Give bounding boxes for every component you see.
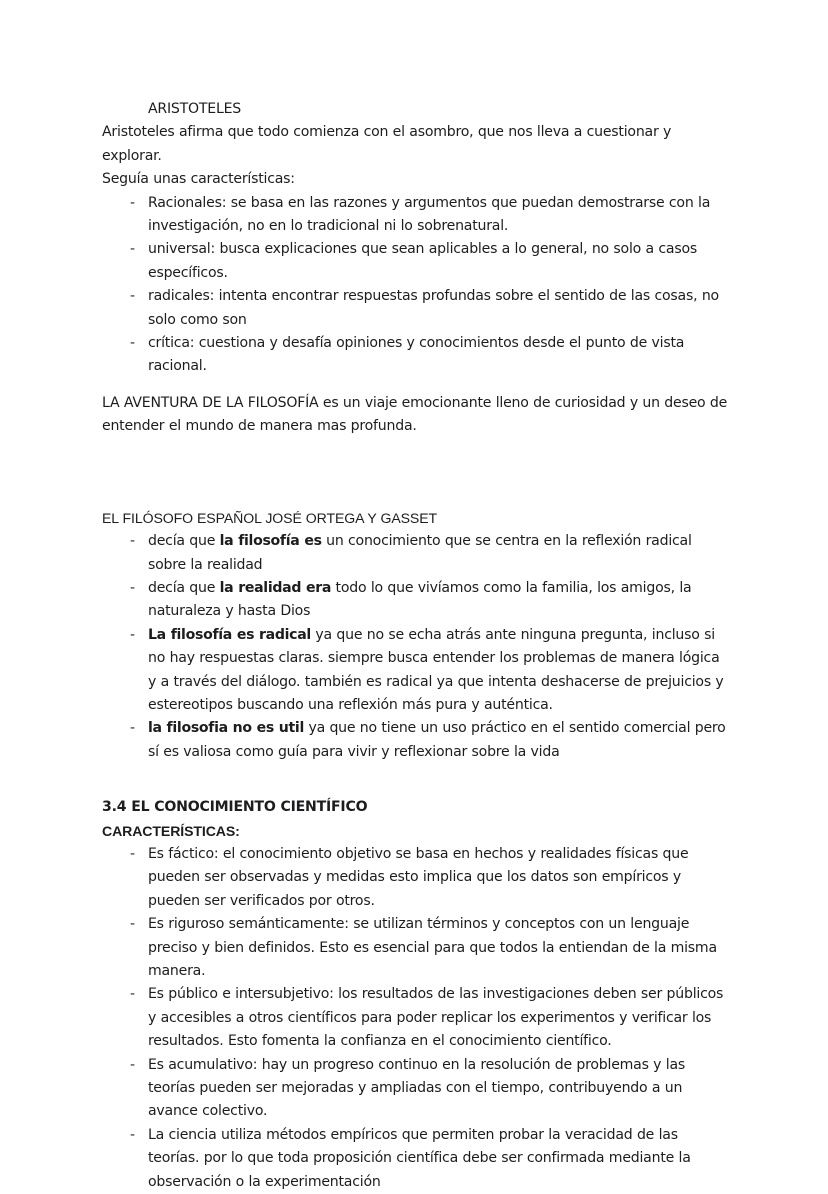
heading-number: 3.4 [102,799,132,816]
list-item-text-pre: decía que [148,533,220,550]
list-item-text [148,624,728,718]
aristoteles-bullet-list [102,192,728,379]
list-item-text: Es riguroso semánticamente: se utilizan términos y conceptos con un lenguaje preciso y bien definidos. Esto es esencial para que todos la entiendan de la misma manera. [148,916,717,979]
conocimiento-cientifico-subheading: CARACTERÍSTICAS: [102,822,240,839]
list-item-text-pre: decía que [148,579,220,596]
list-item-text-post: ya que no tiene un uso práctico en el sentido comercial pero sí es valiosa como guía para vivir y reflexionar sobre la vida [148,720,726,760]
list-item-text-emphasis: la realidad era [219,579,332,596]
list-item-text-emphasis: la filosofia no es util [148,720,304,737]
aristoteles-intro-line-2: Seguía unas características: [102,171,295,188]
bullet-marker-icon: - [130,288,135,305]
list-item-text-post: un conocimiento que se centra en la reflexión radical sobre la realidad [148,533,692,573]
bullet-marker-icon: - [130,626,135,643]
list-item-text [148,530,728,577]
bullet-marker-icon: - [130,579,135,596]
bullet-marker-icon: - [130,720,135,737]
list-item-text: Es fáctico: el conocimiento objetivo se basa en hechos y realidades físicas que pueden ser observadas y medidas esto implica que los datos son empíricos y pueden ser verificados por otros. [148,845,689,909]
bullet-marker-icon: - [130,241,135,258]
section-gap [102,439,728,507]
aventura-filosofia-paragraph [102,392,728,439]
section-gap [102,764,728,796]
list-item-text-emphasis: La filosofía es radical [148,626,311,643]
list-item-text-emphasis: la filosofía es [219,533,322,550]
heading-title: EL CONOCIMIENTO CIENTÍFICO [131,799,368,816]
aventura-filosofia-rest: es un viaje emocionante lleno de curiosidad y un deseo de entender el mundo de manera mas profunda. [102,394,728,435]
list-item [102,530,728,577]
list-item-text: radicales: intenta encontrar respuestas profundas sobre el sentido de las cosas, no solo como son [148,288,719,328]
list-item [102,238,728,285]
list-item [102,913,728,983]
list-item-text: universal: busca explicaciones que sean aplicables a lo general, no solo a casos específicos. [148,241,697,281]
ortega-title: EL FILÓSOFO ESPAÑOL JOSÉ ORTEGA Y GASSET [102,509,438,526]
bullet-marker-icon: - [130,533,135,550]
list-item [102,1054,728,1124]
list-item [102,983,728,1053]
conocimiento-cientifico-bullet-list [102,843,728,1194]
section-conocimiento-cientifico [102,796,728,1194]
list-item-text [148,717,728,764]
list-item-text: Es acumulativo: hay un progreso continuo en la resolución de problemas y las teorías pueden ser mejoradas y ampliadas con el tiempo, contribuyendo a un avance colectivo. [148,1056,685,1120]
aristoteles-title: ARISTOTELES [148,101,242,117]
bullet-marker-icon: - [130,986,135,1003]
list-item [102,332,728,379]
bullet-marker-icon: - [130,845,135,862]
conocimiento-cientifico-heading [102,796,728,819]
list-item [102,192,728,239]
list-item-text [148,577,728,624]
list-item-text: La ciencia utiliza métodos empíricos que permiten probar la veracidad de las teorías. por lo que toda proposición científica debe ser confirmada mediante la observación o la experimentación [148,1126,691,1190]
list-item [102,843,728,913]
list-item [102,1124,728,1194]
section-ortega-y-gasset [102,507,728,764]
document-body [102,98,728,1194]
list-item [102,624,728,718]
list-item-text-post: ya que no se echa atrás ante ninguna pregunta, incluso si no hay respuestas claras. siempre busca entender los problemas de manera lógica y a través del diálogo. también es radical ya que intenta deshacerse de prejuicios y estereotipos buscando una reflexión más pura y auténtica. [148,626,724,713]
list-item-text: Racionales: se basa en las razones y argumentos que puedan demostrarse con la investigación, no en lo tradicional ni lo sobrenatural. [148,194,711,235]
section-aristoteles [102,98,728,439]
list-item [102,285,728,332]
list-item-text: crítica: cuestiona y desafía opiniones y conocimientos desde el punto de vista racional. [148,335,685,375]
bullet-marker-icon: - [130,1126,135,1143]
ortega-bullet-list [102,530,728,764]
list-item-text-post: todo lo que vivíamos como la familia, los amigos, la naturaleza y hasta Dios [148,579,692,620]
bullet-marker-icon: - [130,1056,135,1073]
list-item [102,717,728,764]
aventura-filosofia-lead: LA AVENTURA DE LA FILOSOFÍA [102,394,319,411]
aristoteles-intro-line-1: Aristoteles afirma que todo comienza con el asombro, que nos lleva a cuestionar y explorar. [102,124,672,164]
list-item-text: Es público e intersubjetivo: los resultados de las investigaciones deben ser públicos y accesibles a otros científicos para poder replicar los experimentos y verificar los resultados. Esto fomenta la confianza en el conocimiento científico. [148,986,724,1050]
spacer [102,379,728,392]
bullet-marker-icon: - [130,335,135,352]
bullet-marker-icon: - [130,194,135,211]
bullet-marker-icon: - [130,916,135,933]
list-item [102,577,728,624]
